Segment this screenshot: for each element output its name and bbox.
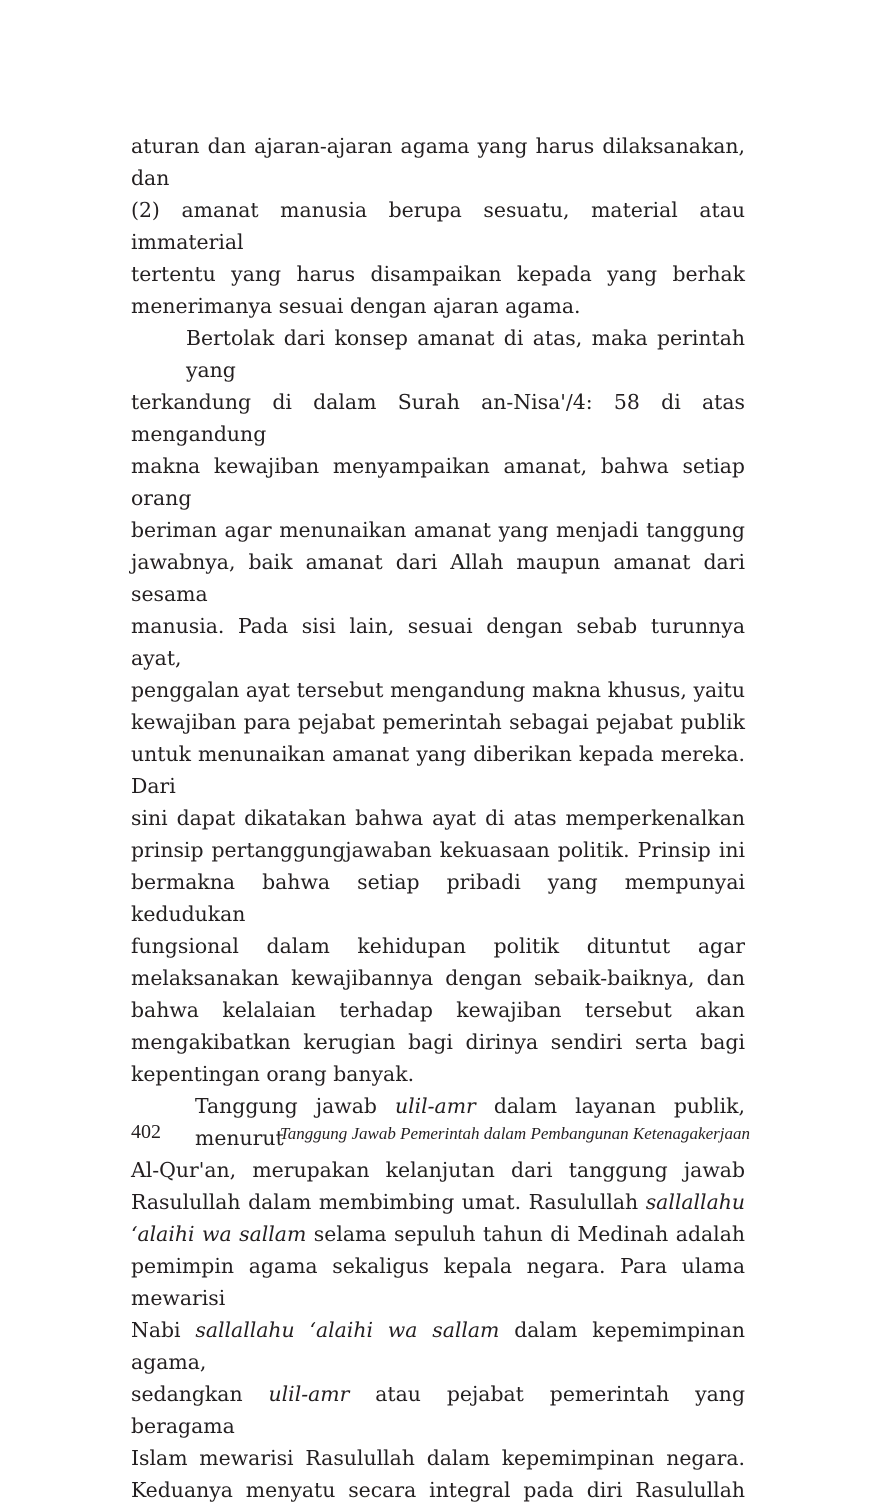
italic-term: ulil-amr	[394, 1094, 476, 1118]
text-line: manusia. Pada sisi lain, sesuai dengan sebab turunnya ayat,	[131, 614, 745, 670]
paragraph-1	[131, 130, 745, 322]
text-line: (2) amanat manusia berupa sesuatu, material atau immaterial	[131, 198, 745, 254]
text-run: atau pejabat pemerintah yang beragama	[131, 1382, 745, 1438]
text-run: dalam layanan publik, menurut	[195, 1094, 746, 1150]
paragraph-2	[131, 322, 745, 1090]
text-run: Nabi	[131, 1318, 196, 1342]
text-line: bahwa kelalaian terhadap kewajiban tersebut akan	[131, 998, 745, 1022]
italic-term: sallallahu	[645, 1190, 745, 1214]
text-run: Rasulullah dalam membimbing umat. Rasulullah	[131, 1190, 646, 1214]
text-line: untuk menunaikan amanat yang diberikan kepada mereka. Dari	[131, 742, 745, 798]
text-line: jawabnya, baik amanat dari Allah maupun amanat dari sesama	[131, 550, 745, 606]
text-run: dalam kepemimpinan agama,	[131, 1318, 745, 1374]
text-run: sedangkan	[131, 1382, 269, 1406]
running-title: Tanggung Jawab Pemerintah dalam Pembangunan Ketenagakerjaan	[279, 1124, 750, 1143]
paragraph-3	[131, 1090, 745, 1506]
text-line: bermakna bahwa setiap pribadi yang mempunyai kedudukan	[131, 870, 745, 926]
text-run: Tanggung jawab	[195, 1094, 395, 1118]
text-line: Bertolak dari konsep amanat di atas, maka perintah yang	[186, 326, 745, 382]
text-line: prinsip pertanggungjawaban kekuasaan politik. Prinsip ini	[131, 838, 745, 862]
italic-term: sallallahu ‘alaihi wa sallam	[195, 1318, 500, 1342]
text-line: makna kewajiban menyampaikan amanat, bahwa setiap orang	[131, 454, 745, 510]
text-line: penggalan ayat tersebut mengandung makna khusus, yaitu	[131, 678, 745, 702]
italic-term: ulil-amr	[268, 1382, 350, 1406]
text-line: kepentingan orang banyak.	[131, 1062, 415, 1086]
text-line: kewajiban para pejabat pemerintah sebagai pejabat publik	[131, 710, 745, 734]
text-line	[131, 1218, 745, 1250]
text-run: selama sepuluh tahun di Medinah adalah	[306, 1222, 745, 1246]
text-line: aturan dan ajaran-ajaran agama yang harus dilaksanakan, dan	[131, 134, 745, 190]
italic-term: ‘alaihi wa sallam	[131, 1222, 307, 1246]
text-line	[131, 1378, 745, 1442]
text-line: menerimanya sesuai dengan ajaran agama.	[131, 294, 581, 318]
text-line: sini dapat dikatakan bahwa ayat di atas memperkenalkan	[131, 806, 745, 830]
text-line: mengakibatkan kerugian bagi dirinya sendiri serta bagi	[131, 1030, 745, 1054]
body-text	[131, 130, 745, 1506]
text-line	[131, 1314, 745, 1378]
text-line: beriman agar menunaikan amanat yang menjadi tanggung	[131, 518, 745, 542]
text-line: Keduanya menyatu secara integral pada diri Rasulullah	[131, 1478, 745, 1502]
page-number: 402	[131, 1121, 161, 1143]
text-line: Al-Qur'an, merupakan kelanjutan dari tanggung jawab	[131, 1158, 745, 1182]
text-line: tertentu yang harus disampaikan kepada yang berhak	[131, 262, 745, 286]
text-line: fungsional dalam kehidupan politik dituntut agar	[131, 934, 745, 958]
text-line	[131, 1186, 745, 1218]
text-line: Islam mewarisi Rasulullah dalam kepemimpinan negara.	[131, 1446, 745, 1470]
text-line: melaksanakan kewajibannya dengan sebaik-baiknya, dan	[131, 966, 745, 990]
text-line: pemimpin agama sekaligus kepala negara. Para ulama mewarisi	[131, 1254, 745, 1310]
text-line: terkandung di dalam Surah an-Nisa'/4: 58 di atas mengandung	[131, 390, 745, 446]
